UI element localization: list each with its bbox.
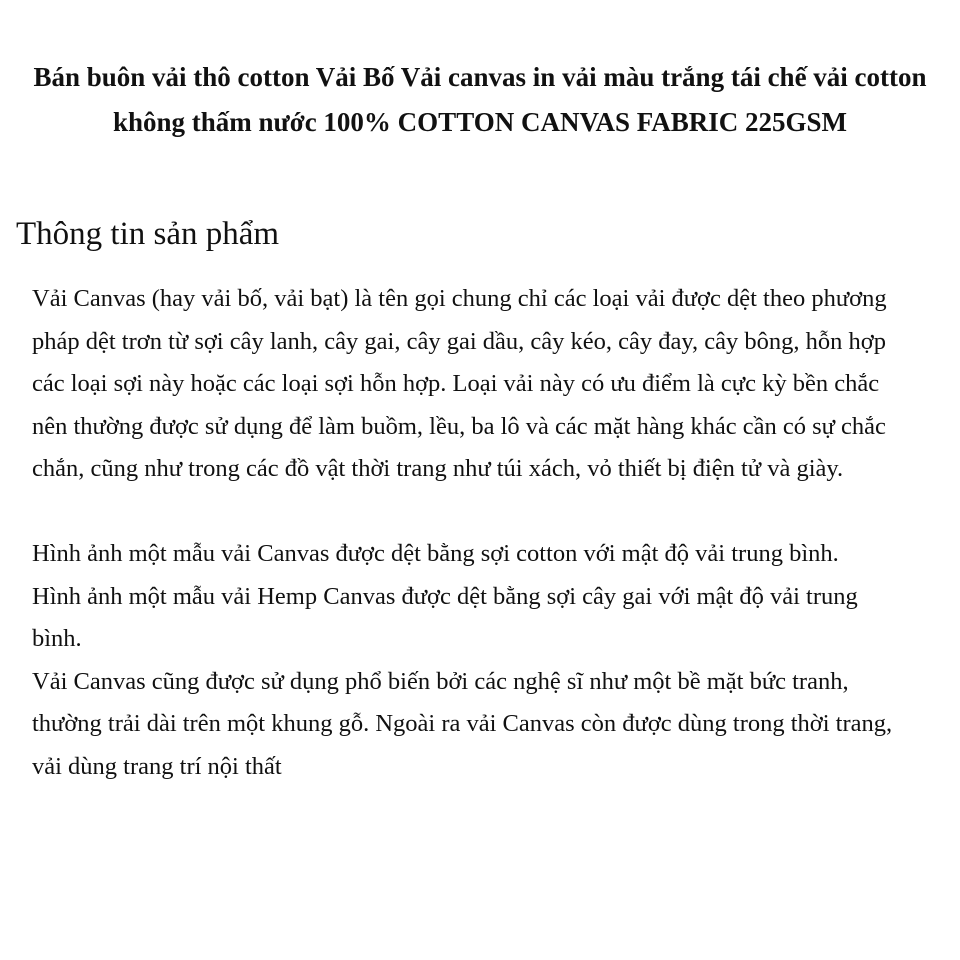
section-heading: Thông tin sản phẩm [16,216,280,252]
description-paragraph-cotton-image: Hình ảnh một mẫu vải Canvas được dệt bằng sợi cotton với mật độ vải trung bình. [32,540,839,567]
description-paragraph-hemp-image: Hình ảnh một mẫu vải Hemp Canvas được dệt bằng sợi cây gai với mật độ vải trung bình. [32,582,858,652]
description-paragraph-intro: Vải Canvas (hay vải bố, vải bạt) là tên gọi chung chỉ các loại vải được dệt theo phương pháp dệt trơn từ sợi cây lanh, cây gai, cây gai dầu, cây kéo, cây đay, cây bông, hỗn hợp các loại sợi này hoặc các loại sợi hỗn hợp. Loại vải này có ưu điểm là cực kỳ bền chắc nên thường được sử dụng để làm buồm, lều, ba lô và các mặt hàng khác cần có sự chắc chắn, cũng như trong các đồ vật thời trang như túi xách, vỏ thiết bị điện tử và giày. [32,285,887,482]
description-paragraph-uses: Vải Canvas cũng được sử dụng phổ biến bởi các nghệ sĩ như một bề mặt bức tranh, thường trải dài trên một khung gỗ. Ngoài ra vải Canvas còn được dùng trong thời trang, vải dùng trang trí nội thất [32,667,893,780]
product-description [32,278,912,788]
product-title: Bán buôn vải thô cotton Vải Bố Vải canvas in vải màu trắng tái chế vải cotton không thấm nước 100% COTTON CANVAS FABRIC 225GSM [33,62,927,137]
paragraph-spacer [32,491,912,534]
